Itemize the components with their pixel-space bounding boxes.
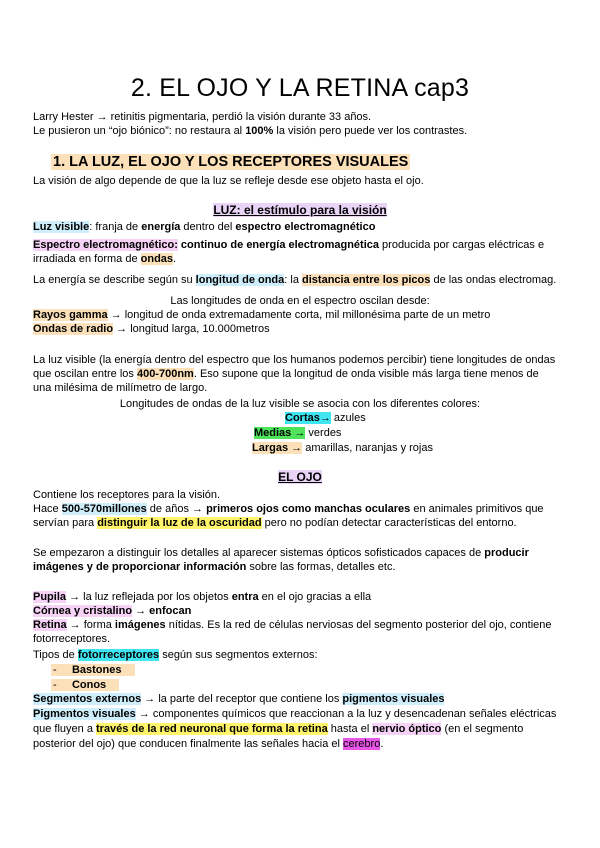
list-item: Pigmentos visuales → componentes químicos que reaccionan a la luz y desencadenan señales eléctricas (33, 708, 557, 720)
paragraph: La visión de algo depende de que la luz se refleje desde ese objeto hasta el ojo. (33, 175, 424, 187)
paragraph: Las longitudes de onda en el espectro oscilan desde: (170, 295, 430, 307)
paragraph: Contiene los receptores para la visión. (33, 489, 221, 501)
paragraph: servían para distinguir la luz de la oscuridad pero no podían detectar características del entorno. (33, 517, 517, 529)
paragraph: irradiada en forma de ondas. (33, 253, 177, 265)
paragraph: una milésima de milímetro de largo. (33, 382, 208, 394)
paragraph: Se empezaron a distinguir los detalles al aparecer sistemas ópticos sofisticados capaces de producir (33, 547, 529, 559)
paragraph: La energía se describe según su longitud de onda: la distancia entre los picos de las ondas electromag. (33, 274, 557, 286)
list-item: Córnea y cristalino → enfocan (33, 605, 192, 617)
list-item: Segmentos externos → la parte del receptor que contiene los pigmentos visuales (33, 693, 445, 705)
section-heading: 1. LA LUZ, EL OJO Y LOS RECEPTORES VISUALES (53, 154, 409, 170)
list-item: que fluyen a través de la red neuronal que forma la retina hasta el nervio óptico (en el segmento (33, 723, 524, 735)
paragraph: imágenes y de proporcionar información sobre las formas, detalles etc. (33, 561, 396, 573)
page-title: 2. EL OJO Y LA RETINA cap3 (130, 74, 470, 102)
list-item: Pupila → la luz reflejada por los objetos entra en el ojo gracias a ella (33, 591, 372, 603)
list-item: Rayos gamma → longitud de onda extremadamente corta, mil millonésima parte de un metro (33, 309, 491, 321)
paragraph: Espectro electromagnético: continuo de energía electromagnética producida por cargas eléctricas e (33, 239, 545, 251)
paragraph: Luz visible: franja de energía dentro del espectro electromagnético (33, 221, 376, 233)
subsection-heading-ojo: EL OJO (278, 470, 322, 484)
list-item: fotorreceptores. (33, 633, 111, 645)
list-item: Ondas de radio → longitud larga, 10.000metros (33, 323, 270, 335)
paragraph: que oscilan entre los 400-700nm. Eso supone que la longitud de onda visible más larga tiene menos de (33, 368, 539, 380)
paragraph: Hace 500-570millones de años → primeros ojos como manchas oculares en animales primitivos que (33, 503, 544, 515)
bullet-bastones: - Bastones (51, 663, 135, 678)
intro-line-2: Le pusieron un “ojo biónico”: no restaura al 100% la visión pero puede ver los contrastes. (33, 125, 468, 137)
list-item: Retina → forma imágenes nítidas. Es la red de células nerviosas del segmento posterior del ojo, contiene (33, 619, 552, 631)
paragraph: La luz visible (la energía dentro del espectro que los humanos podemos percibir) tiene longitudes de ondas (33, 354, 556, 366)
list-item: Tipos de fotorreceptores según sus segmentos externos: (33, 649, 318, 661)
color-largas: Largas → amarillas, naranjas y rojas (252, 442, 433, 454)
intro-line-1: Larry Hester → retinitis pigmentaria, perdió la visión durante 33 años. (33, 111, 372, 123)
color-medias: Medias → verdes (254, 427, 342, 439)
color-cortas: Cortas→ azules (285, 412, 366, 424)
list-item: posterior del ojo) que conducen finalmente las señales hacia el cerebro. (33, 738, 384, 750)
paragraph: Longitudes de ondas de la luz visible se asocia con los diferentes colores: (119, 398, 481, 410)
bullet-conos: - Conos (51, 678, 119, 693)
subsection-heading-luz: LUZ: el estímulo para la visión (213, 203, 387, 217)
